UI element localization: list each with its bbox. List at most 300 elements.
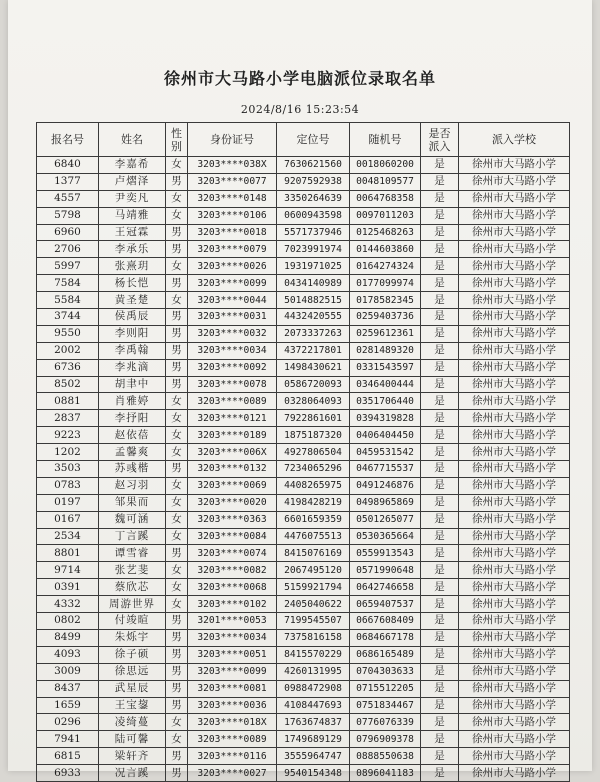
cell-name: 胡聿中 [99,376,166,393]
cell-position-no: 7234065296 [277,461,350,478]
header-admitted-label: 是否派入 [428,126,451,153]
cell-gender: 男 [166,342,188,359]
cell-admitted: 是 [421,292,459,309]
cell-gender: 男 [166,173,188,190]
header-random-no: 随机号 [350,123,421,157]
cell-school: 徐州市大马路小学 [459,224,570,241]
cell-reg-no: 1377 [37,173,99,190]
cell-admitted: 是 [421,241,459,258]
cell-reg-no: 0881 [37,393,99,410]
cell-name: 邹果而 [99,494,166,511]
cell-reg-no: 2706 [37,241,99,258]
cell-school: 徐州市大马路小学 [459,511,570,528]
cell-random-no: 0259403736 [350,309,421,326]
cell-gender: 女 [166,258,188,275]
cell-position-no: 1749689129 [277,731,350,748]
cell-gender: 女 [166,562,188,579]
cell-reg-no: 4332 [37,596,99,613]
table-row [37,157,570,174]
cell-name: 马靖雅 [99,207,166,224]
table-row [37,359,570,376]
cell-name: 杨长恺 [99,275,166,292]
cell-id-no: 3203****0026 [188,258,277,275]
header-name: 姓名 [99,123,166,157]
cell-reg-no: 3503 [37,461,99,478]
table-row [37,562,570,579]
cell-random-no: 0684667178 [350,629,421,646]
cell-name: 苏彧楷 [99,461,166,478]
cell-gender: 男 [166,613,188,630]
cell-id-no: 3203****0081 [188,680,277,697]
cell-random-no: 0351706440 [350,393,421,410]
cell-gender: 女 [166,410,188,427]
cell-name: 张熹玥 [99,258,166,275]
cell-name: 王冠霖 [99,224,166,241]
cell-position-no: 1931971025 [277,258,350,275]
cell-position-no: 8415570229 [277,646,350,663]
cell-random-no: 0048109577 [350,173,421,190]
cell-random-no: 0888550638 [350,748,421,765]
cell-position-no: 4408265975 [277,477,350,494]
cell-name: 徐思远 [99,663,166,680]
cell-admitted: 是 [421,190,459,207]
cell-random-no: 0144603860 [350,241,421,258]
cell-reg-no: 0197 [37,494,99,511]
cell-id-no: 3203****0132 [188,461,277,478]
cell-gender: 女 [166,579,188,596]
cell-school: 徐州市大马路小学 [459,275,570,292]
cell-name: 付竣暄 [99,613,166,630]
cell-name: 李抒阳 [99,410,166,427]
cell-reg-no: 9550 [37,325,99,342]
cell-reg-no: 5798 [37,207,99,224]
document-title: 徐州市大马路小学电脑派位录取名单 [163,69,436,88]
cell-admitted: 是 [421,494,459,511]
cell-school: 徐州市大马路小学 [459,325,570,342]
cell-admitted: 是 [421,258,459,275]
cell-random-no: 0178582345 [350,292,421,309]
cell-school: 徐州市大马路小学 [459,359,570,376]
cell-position-no: 1875187320 [277,427,350,444]
cell-position-no: 9207592938 [277,173,350,190]
cell-id-no: 3203****0051 [188,646,277,663]
cell-reg-no: 6815 [37,748,99,765]
cell-admitted: 是 [421,545,459,562]
cell-name: 李兆滴 [99,359,166,376]
cell-position-no: 3350264639 [277,190,350,207]
cell-random-no: 0501265077 [350,511,421,528]
cell-name: 李禹翰 [99,342,166,359]
cell-name: 魏可涵 [99,511,166,528]
cell-admitted: 是 [421,461,459,478]
cell-admitted: 是 [421,714,459,731]
cell-reg-no: 0391 [37,579,99,596]
cell-id-no: 3203****0044 [188,292,277,309]
cell-position-no: 0988472908 [277,680,350,697]
cell-admitted: 是 [421,680,459,697]
cell-gender: 男 [166,646,188,663]
cell-random-no: 0715512205 [350,680,421,697]
cell-position-no: 0434140989 [277,275,350,292]
cell-random-no: 0776076339 [350,714,421,731]
cell-school: 徐州市大马路小学 [459,173,570,190]
table-header-row [37,123,570,157]
document-timestamp: 2024/8/16 15:23:54 [240,103,360,116]
header-id-no: 身份证号 [188,123,277,157]
cell-name: 凌绮蔓 [99,714,166,731]
cell-id-no: 3203****0102 [188,596,277,613]
admission-table [36,122,570,782]
cell-school: 徐州市大马路小学 [459,376,570,393]
table-row [37,393,570,410]
cell-position-no: 7023991974 [277,241,350,258]
cell-school: 徐州市大马路小学 [459,697,570,714]
cell-position-no: 3555964747 [277,748,350,765]
cell-position-no: 9540154348 [277,765,350,782]
cell-school: 徐州市大马路小学 [459,596,570,613]
cell-school: 徐州市大马路小学 [459,157,570,174]
table-row [37,325,570,342]
cell-random-no: 0659407537 [350,596,421,613]
cell-gender: 男 [166,376,188,393]
cell-gender: 女 [166,511,188,528]
cell-id-no: 3203****0034 [188,342,277,359]
cell-admitted: 是 [421,410,459,427]
cell-random-no: 0018060200 [350,157,421,174]
cell-gender: 女 [166,427,188,444]
cell-reg-no: 9223 [37,427,99,444]
cell-position-no: 4372217801 [277,342,350,359]
cell-id-no: 3203****0099 [188,275,277,292]
table-row [37,190,570,207]
cell-gender: 男 [166,545,188,562]
cell-name: 侯禹辰 [99,309,166,326]
cell-gender: 女 [166,157,188,174]
cell-reg-no: 4557 [37,190,99,207]
cell-admitted: 是 [421,765,459,782]
cell-id-no: 3203****0031 [188,309,277,326]
cell-school: 徐州市大马路小学 [459,765,570,782]
cell-id-no: 3203****006X [188,444,277,461]
cell-position-no: 2405040622 [277,596,350,613]
cell-reg-no: 1202 [37,444,99,461]
cell-position-no: 8415076169 [277,545,350,562]
cell-school: 徐州市大马路小学 [459,748,570,765]
cell-random-no: 0467715537 [350,461,421,478]
cell-gender: 男 [166,765,188,782]
cell-school: 徐州市大马路小学 [459,680,570,697]
cell-id-no: 3203****038X [188,157,277,174]
table-row [37,224,570,241]
cell-admitted: 是 [421,511,459,528]
cell-random-no: 0331543597 [350,359,421,376]
cell-school: 徐州市大马路小学 [459,629,570,646]
table-body [37,157,570,782]
cell-admitted: 是 [421,528,459,545]
cell-id-no: 3203****0116 [188,748,277,765]
cell-random-no: 0751834467 [350,697,421,714]
cell-position-no: 4108447693 [277,697,350,714]
cell-reg-no: 1659 [37,697,99,714]
cell-admitted: 是 [421,173,459,190]
header-gender-label: 性别 [171,126,182,153]
cell-gender: 男 [166,697,188,714]
cell-school: 徐州市大马路小学 [459,545,570,562]
table-row [37,173,570,190]
table-row [37,680,570,697]
cell-admitted: 是 [421,342,459,359]
table-row [37,444,570,461]
cell-random-no: 0064768358 [350,190,421,207]
cell-school: 徐州市大马路小学 [459,427,570,444]
cell-random-no: 0498965869 [350,494,421,511]
cell-admitted: 是 [421,477,459,494]
cell-random-no: 0394319828 [350,410,421,427]
cell-name: 卢熠泽 [99,173,166,190]
cell-random-no: 0177099974 [350,275,421,292]
table-row [37,427,570,444]
cell-reg-no: 2002 [37,342,99,359]
table-row [37,663,570,680]
cell-reg-no: 8437 [37,680,99,697]
cell-school: 徐州市大马路小学 [459,258,570,275]
cell-admitted: 是 [421,325,459,342]
table-row [37,629,570,646]
cell-reg-no: 6960 [37,224,99,241]
cell-random-no: 0125468263 [350,224,421,241]
cell-admitted: 是 [421,748,459,765]
cell-name: 王宝鋆 [99,697,166,714]
cell-position-no: 5159921794 [277,579,350,596]
cell-school: 徐州市大马路小学 [459,714,570,731]
cell-school: 徐州市大马路小学 [459,528,570,545]
table-row [37,714,570,731]
cell-reg-no: 0296 [37,714,99,731]
header-school: 派入学校 [459,123,570,157]
cell-id-no: 3203****0036 [188,697,277,714]
cell-reg-no: 7584 [37,275,99,292]
cell-gender: 男 [166,241,188,258]
cell-position-no: 4432420555 [277,309,350,326]
cell-random-no: 0164274324 [350,258,421,275]
cell-position-no: 4260131995 [277,663,350,680]
table-row [37,596,570,613]
cell-id-no: 3203****0148 [188,190,277,207]
cell-position-no: 2067495120 [277,562,350,579]
cell-id-no: 3203****0069 [188,477,277,494]
cell-id-no: 3203****0020 [188,494,277,511]
cell-school: 徐州市大马路小学 [459,494,570,511]
header-position-no: 定位号 [277,123,350,157]
cell-id-no: 3203****0034 [188,629,277,646]
cell-admitted: 是 [421,275,459,292]
cell-position-no: 7630621560 [277,157,350,174]
header-admitted [421,123,459,157]
table-row [37,207,570,224]
cell-name: 况言蹊 [99,765,166,782]
cell-id-no: 3203****018X [188,714,277,731]
cell-gender: 男 [166,663,188,680]
cell-name: 陆可馨 [99,731,166,748]
cell-school: 徐州市大马路小学 [459,207,570,224]
cell-reg-no: 8499 [37,629,99,646]
table-row [37,765,570,782]
table-row [37,292,570,309]
cell-name: 尹奕凡 [99,190,166,207]
cell-position-no: 4476075513 [277,528,350,545]
cell-school: 徐州市大马路小学 [459,292,570,309]
cell-gender: 男 [166,461,188,478]
cell-admitted: 是 [421,613,459,630]
cell-school: 徐州市大马路小学 [459,477,570,494]
table-row [37,241,570,258]
cell-position-no: 6601659359 [277,511,350,528]
cell-random-no: 0491246876 [350,477,421,494]
cell-name: 蔡欣芯 [99,579,166,596]
cell-random-no: 0406404450 [350,427,421,444]
cell-reg-no: 8801 [37,545,99,562]
cell-id-no: 3203****0106 [188,207,277,224]
cell-reg-no: 9714 [37,562,99,579]
cell-reg-no: 7941 [37,731,99,748]
cell-admitted: 是 [421,376,459,393]
cell-position-no: 0600943598 [277,207,350,224]
cell-id-no: 3203****0074 [188,545,277,562]
cell-id-no: 3203****0099 [188,663,277,680]
cell-id-no: 3203****0092 [188,359,277,376]
cell-gender: 男 [166,325,188,342]
table-row [37,646,570,663]
table-row [37,511,570,528]
cell-reg-no: 0802 [37,613,99,630]
cell-gender: 女 [166,596,188,613]
cell-name: 李承乐 [99,241,166,258]
cell-reg-no: 2837 [37,410,99,427]
cell-id-no: 3203****0121 [188,410,277,427]
table-row [37,376,570,393]
table-row [37,494,570,511]
table-row [37,731,570,748]
cell-random-no: 0686165489 [350,646,421,663]
cell-reg-no: 3744 [37,309,99,326]
cell-name: 徐子硕 [99,646,166,663]
cell-name: 肖雅婷 [99,393,166,410]
cell-admitted: 是 [421,207,459,224]
cell-school: 徐州市大马路小学 [459,393,570,410]
cell-reg-no: 6736 [37,359,99,376]
cell-random-no: 0667608409 [350,613,421,630]
cell-id-no: 3203****0068 [188,579,277,596]
cell-school: 徐州市大马路小学 [459,241,570,258]
document-page [8,0,592,779]
cell-random-no: 0459531542 [350,444,421,461]
cell-reg-no: 4093 [37,646,99,663]
cell-gender: 男 [166,309,188,326]
cell-random-no: 0896041183 [350,765,421,782]
cell-position-no: 5014882515 [277,292,350,309]
table-row [37,697,570,714]
cell-id-no: 3203****0077 [188,173,277,190]
cell-school: 徐州市大马路小学 [459,663,570,680]
table-row [37,342,570,359]
cell-gender: 女 [166,494,188,511]
table-row [37,461,570,478]
cell-position-no: 4927806504 [277,444,350,461]
cell-school: 徐州市大马路小学 [459,579,570,596]
cell-id-no: 3203****0018 [188,224,277,241]
cell-name: 李则阳 [99,325,166,342]
cell-gender: 女 [166,292,188,309]
cell-admitted: 是 [421,596,459,613]
cell-name: 赵习羽 [99,477,166,494]
cell-random-no: 0642746658 [350,579,421,596]
table-row [37,258,570,275]
cell-reg-no: 8502 [37,376,99,393]
cell-name: 谭雪睿 [99,545,166,562]
cell-admitted: 是 [421,646,459,663]
cell-position-no: 4198428219 [277,494,350,511]
cell-admitted: 是 [421,393,459,410]
cell-random-no: 0281489320 [350,342,421,359]
cell-admitted: 是 [421,427,459,444]
cell-random-no: 0571990648 [350,562,421,579]
cell-gender: 女 [166,731,188,748]
cell-admitted: 是 [421,562,459,579]
cell-admitted: 是 [421,629,459,646]
cell-gender: 男 [166,224,188,241]
cell-admitted: 是 [421,731,459,748]
cell-school: 徐州市大马路小学 [459,731,570,748]
cell-position-no: 1498430621 [277,359,350,376]
cell-position-no: 7199545507 [277,613,350,630]
cell-position-no: 5571737946 [277,224,350,241]
cell-random-no: 0346400444 [350,376,421,393]
cell-gender: 女 [166,393,188,410]
cell-position-no: 0586720093 [277,376,350,393]
table-row [37,275,570,292]
cell-random-no: 0559913543 [350,545,421,562]
cell-admitted: 是 [421,444,459,461]
cell-position-no: 2073337263 [277,325,350,342]
cell-school: 徐州市大马路小学 [459,309,570,326]
cell-school: 徐州市大马路小学 [459,562,570,579]
cell-gender: 男 [166,629,188,646]
cell-reg-no: 5584 [37,292,99,309]
cell-admitted: 是 [421,157,459,174]
cell-id-no: 3203****0363 [188,511,277,528]
cell-gender: 男 [166,359,188,376]
table-row [37,748,570,765]
table-row [37,579,570,596]
cell-school: 徐州市大马路小学 [459,190,570,207]
cell-random-no: 0259612361 [350,325,421,342]
cell-name: 梁轩齐 [99,748,166,765]
cell-id-no: 3203****0189 [188,427,277,444]
cell-school: 徐州市大马路小学 [459,410,570,427]
cell-gender: 男 [166,680,188,697]
cell-admitted: 是 [421,359,459,376]
cell-id-no: 3203****0078 [188,376,277,393]
cell-name: 朱烁宇 [99,629,166,646]
cell-school: 徐州市大马路小学 [459,444,570,461]
cell-gender: 女 [166,477,188,494]
table-row [37,613,570,630]
cell-position-no: 7922861601 [277,410,350,427]
cell-name: 黄圣楚 [99,292,166,309]
cell-id-no: 3203****0032 [188,325,277,342]
cell-random-no: 0097011203 [350,207,421,224]
cell-gender: 女 [166,207,188,224]
